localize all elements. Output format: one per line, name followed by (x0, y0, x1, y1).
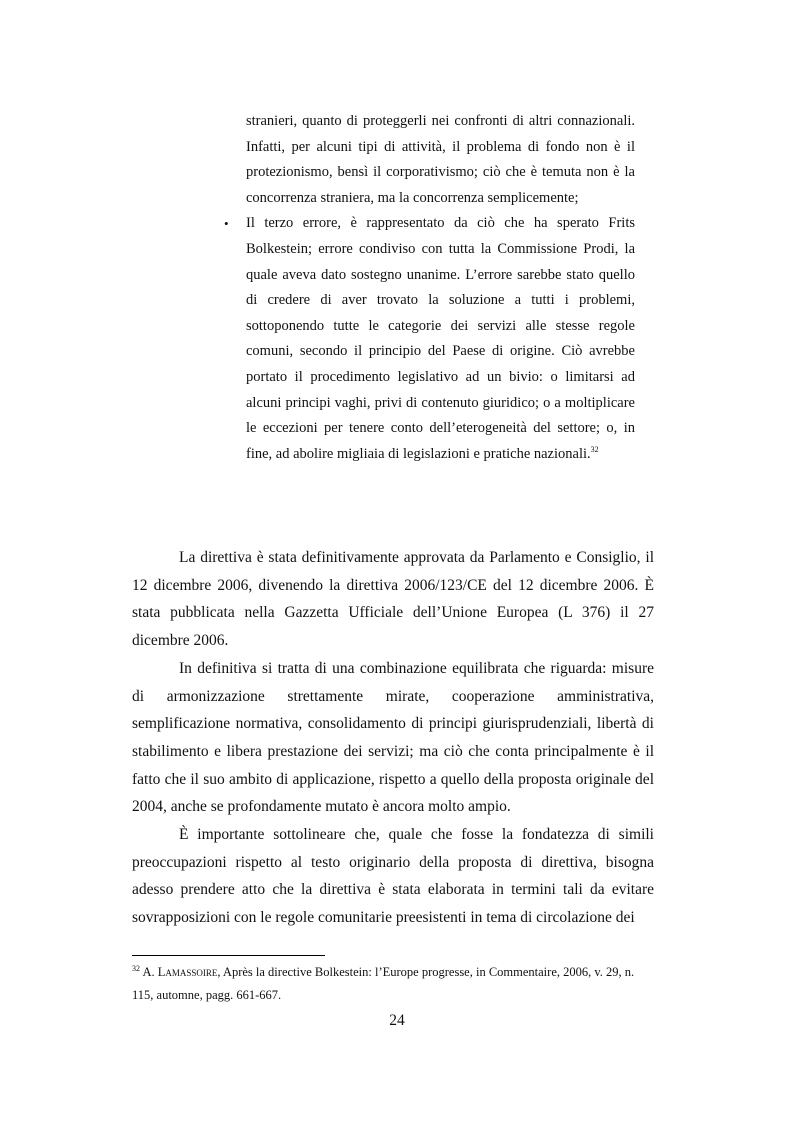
list-item (224, 211, 635, 467)
paragraph-3: È importante sottolineare che, quale che fosse la fondatezza di simili preoccupazioni rispetto al testo originario della proposta di direttiva, bisogna adesso prendere atto che la direttiva è stata elaborata in termini tali da evitare sovrapposizioni con le regole comunitarie preesistenti in tema di circolazione dei (132, 826, 654, 927)
paragraph-2: In definitiva si tratta di una combinazione equilibrata che riguarda: misure di armonizzazione strettamente mirate, cooperazione amministrativa, semplificazione normativa, consolidamento di principi giurisprudenziali, libertà di stabilimento e libera prestazione dei servizi; ma ciò che conta principalmente è il fatto che il suo ambito di applicazione, rispetto a quello della proposta originale del 2004, anche se profondamente mutato è ancora molto ampio. (132, 659, 654, 816)
footnote-number: 32 (132, 963, 140, 973)
list-item-content: Il terzo errore, è rappresentato da ciò che ha sperato Frits Bolkestein; errore condiviso con tutta la Commissione Prodi, la quale aveva dato sostegno unanime. L’errore sarebbe stato quello di credere di aver trovato la soluzione a tutti i problemi, sottoponendo tutte le categorie dei servizi alle stesse regole comuni, secondo il principio del Paese di origine. Ciò avrebbe portato il procedimento legislativo ad un bivio: o limitarsi ad alcuni principi vaghi, privi di contenuto giuridico; o a moltiplicare le eccezioni per tenere conto dell’eterogeneità del settore; o, in fine, ad abolire migliaia di legislazioni e pratiche nazionali. (246, 215, 635, 462)
footnote-author-surname: Lamassoire (157, 965, 218, 979)
footnote (132, 961, 654, 1007)
list-item-text (246, 211, 635, 467)
paragraph-1: La direttiva è stata definitivamente approvata da Parlamento e Consiglio, il 12 dicembre 2006, divenendo la direttiva 2006/123/CE del 12 dicembre 2006. È stata pubblicata nella Gazzetta Ufficiale dell’Unione Europea (L 376) il 27 dicembre 2006. (132, 549, 654, 650)
list-continuation-text (246, 109, 635, 211)
body-text (132, 544, 654, 932)
bullet-icon: • (224, 216, 229, 232)
footnote-reference[interactable]: 32 (590, 444, 599, 454)
bullet-list (224, 109, 635, 467)
footnote-divider (132, 955, 325, 956)
list-continuation: stranieri, quanto di proteggerli nei confronti di altri connazionali. Infatti, per alcuni tipi di attività, il problema di fondo non è il protezionismo, bensì il corporativismo; ciò che è temuta non è la concorrenza straniera, ma la concorrenza semplicemente; (246, 113, 635, 206)
footnote-author-initial: A. (142, 965, 155, 979)
footnote-text: , Après la directive Bolkestein: l’Europe progresse, in Commentaire, 2006, v. 29, n. 115, automne, pagg. 661-667. (132, 965, 635, 1002)
page-number: 24 (389, 1012, 405, 1029)
